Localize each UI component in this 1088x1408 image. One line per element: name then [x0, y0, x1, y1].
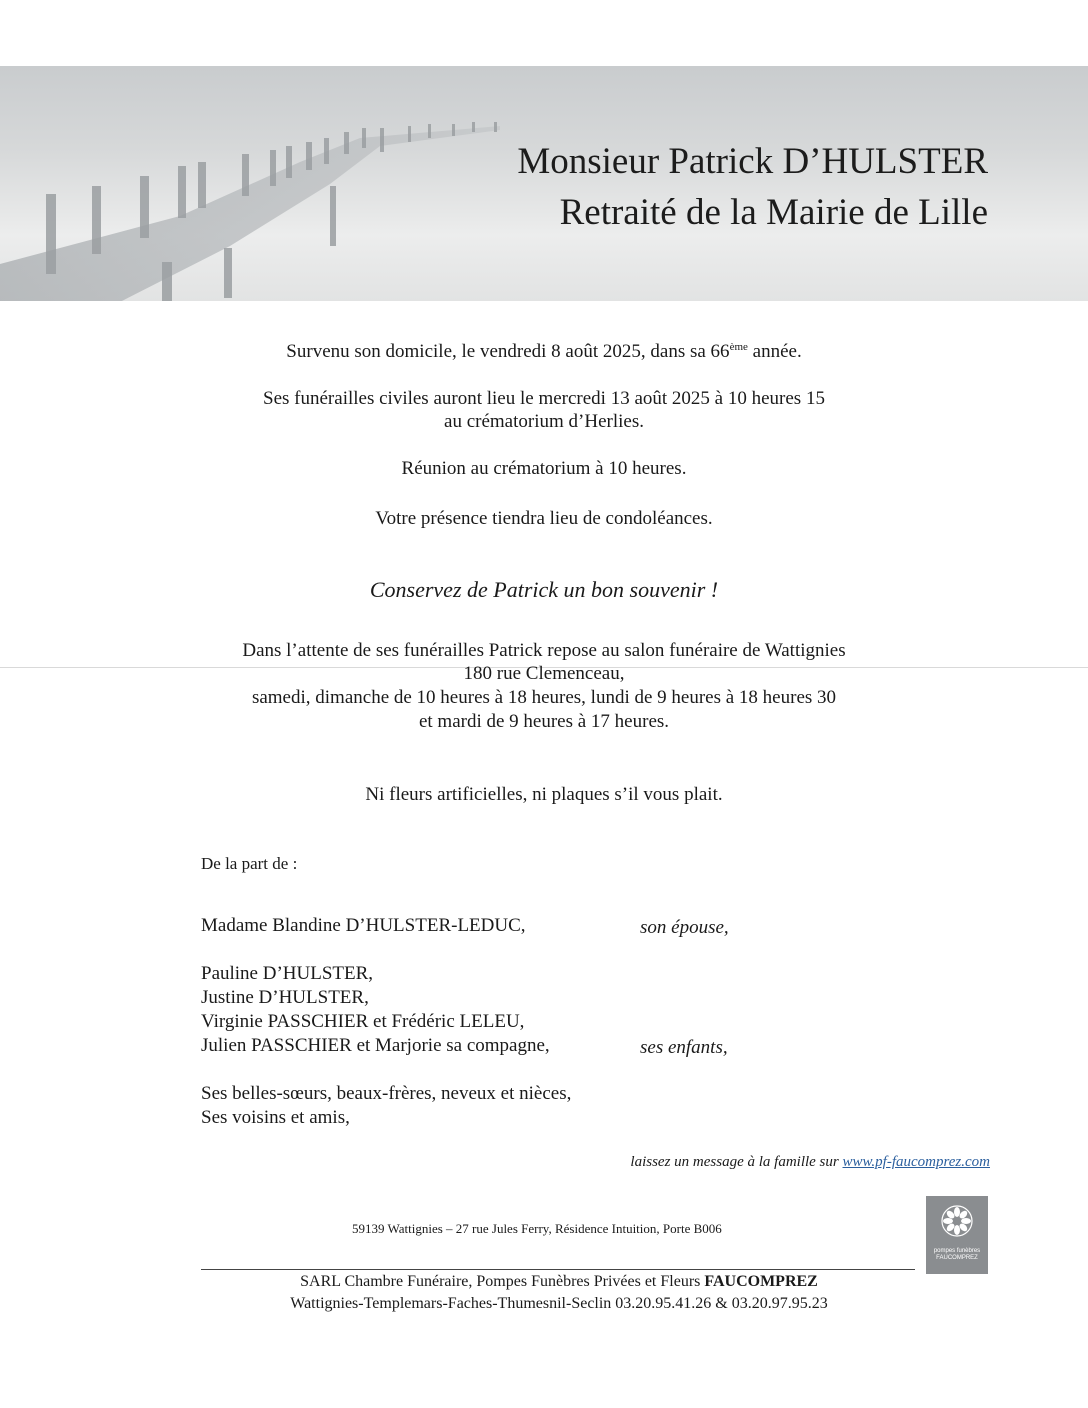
funeral-line-2: au crématorium d’Herlies.: [444, 411, 644, 432]
spouse-relation: son épouse,: [640, 917, 729, 938]
child-2: Justine D’HULSTER,: [201, 987, 369, 1008]
message-line: [630, 1154, 990, 1171]
death-text-end: année.: [747, 341, 802, 362]
flowers-line: Ni fleurs artificielles, ni plaques s’il vous plait.: [365, 784, 723, 805]
children-relation: ses enfants,: [640, 1037, 728, 1058]
rest-line-2: 180 rue Clemenceau,: [463, 663, 625, 684]
footer-divider: [201, 1269, 915, 1270]
header-banner: [0, 66, 1088, 301]
funeral-line-1: Ses funérailles civiles auront lieu le mercredi 13 août 2025 à 10 heures 15: [263, 388, 825, 409]
rest-line-1: Dans l’attente de ses funérailles Patrick repose au salon funéraire de Wattignies: [242, 640, 846, 661]
other-family-2: Ses voisins et amis,: [201, 1107, 350, 1128]
death-line: [0, 340, 1088, 364]
company-logo: [926, 1196, 988, 1274]
deceased-name: Monsieur Patrick D’HULSTER: [517, 141, 988, 182]
rest-line-3: samedi, dimanche de 10 heures à 18 heures, lundi de 9 heures à 18 heures 30: [251, 687, 837, 708]
footer-company: SARL Chambre Funéraire, Pompes Funèbres Privées et Fleurs: [300, 1273, 705, 1290]
footer-line-2: Wattignies-Templemars-Faches-Thumesnil-Seclin 03.20.95.41.26 & 03.20.97.95.23: [290, 1295, 828, 1312]
message-text: laissez un message à la famille sur: [630, 1154, 843, 1170]
child-1: Pauline D’HULSTER,: [201, 963, 374, 984]
banner-title: [517, 136, 988, 238]
flower-emblem-icon: [940, 1204, 974, 1238]
deceased-subtitle: Retraité de la Mairie de Lille: [559, 192, 988, 233]
footer-brand: FAUCOMPREZ: [704, 1273, 818, 1290]
other-family-1: Ses belles-sœurs, beaux-frères, neveux et nièces,: [201, 1083, 572, 1104]
child-3: Virginie PASSCHIER et Frédéric LELEU,: [201, 1011, 525, 1032]
death-superscript: ème: [729, 341, 748, 353]
spouse-name: Madame Blandine D’HULSTER-LEDUC,: [201, 915, 526, 936]
address-line: 59139 Wattignies – 27 rue Jules Ferry, Résidence Intuition, Porte B006: [352, 1221, 722, 1236]
condolences-line: Votre présence tiendra lieu de condoléances.: [375, 508, 713, 529]
family-intro: De la part de :: [201, 854, 298, 873]
meeting-line: Réunion au crématorium à 10 heures.: [401, 458, 687, 479]
death-text: Survenu son domicile, le vendredi 8 août 2025, dans sa 66: [286, 341, 730, 362]
footer-line-1: [0, 1271, 1088, 1292]
website-link[interactable]: www.pf-faucomprez.com: [842, 1154, 990, 1170]
memorial-quote: Conservez de Patrick un bon souvenir !: [369, 577, 719, 602]
child-4: Julien PASSCHIER et Marjorie sa compagne,: [201, 1035, 550, 1056]
rest-line-4: et mardi de 9 heures à 17 heures.: [418, 711, 670, 732]
logo-line-1: pompes funèbres: [933, 1248, 981, 1254]
logo-line-2: FAUCOMPREZ: [936, 1255, 978, 1261]
